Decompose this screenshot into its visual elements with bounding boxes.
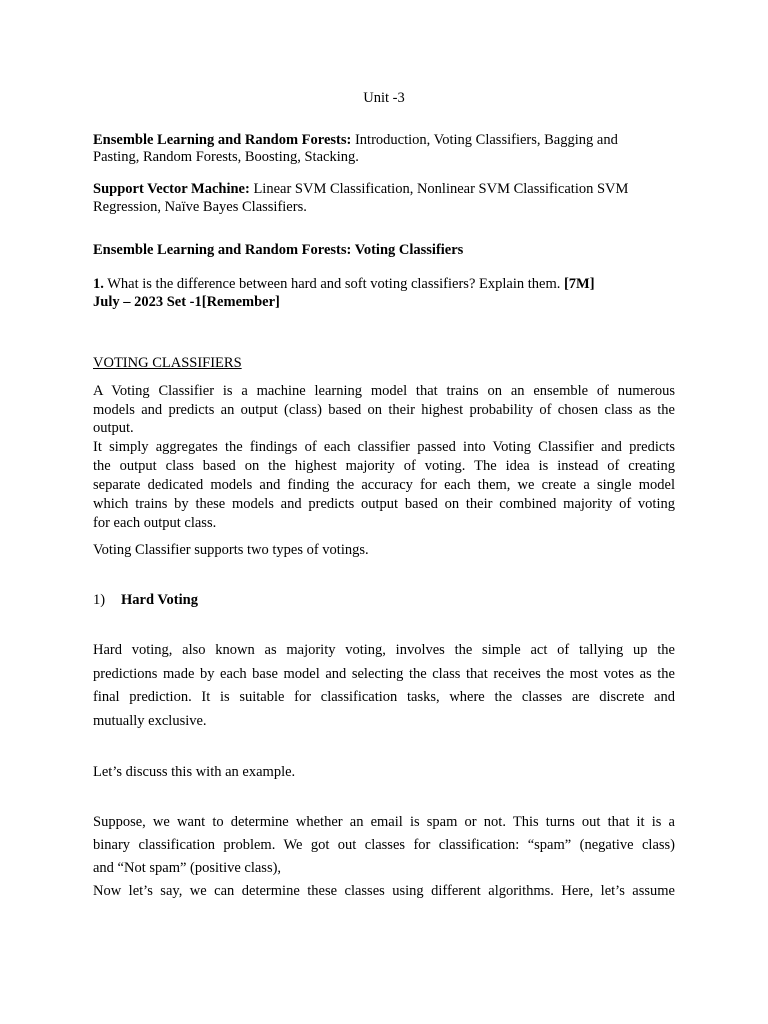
hard-voting-number: 1) bbox=[93, 592, 106, 608]
syllabus-ensemble-line-1 bbox=[93, 131, 675, 149]
syllabus-svm-line-2: Regression, Naïve Bayes Classifiers. bbox=[93, 199, 307, 215]
syllabus-ensemble-line-2: Pasting, Random Forests, Boosting, Stacking. bbox=[93, 149, 359, 165]
hard-para-line: mutually exclusive. bbox=[93, 713, 207, 729]
aggregate-para-line: which trains by these models and predicts output based on their combined majority of voting bbox=[93, 496, 675, 512]
aggregate-para-line: separate dedicated models and finding the accuracy for each them, we create a single model bbox=[93, 477, 675, 493]
hard-para-line: final prediction. It is suitable for classification tasks, where the classes are discrete and bbox=[93, 689, 675, 705]
question-number: 1. bbox=[93, 276, 104, 292]
aggregate-para-line: It simply aggregates the findings of each classifier passed into Voting Classifier and predicts bbox=[93, 439, 675, 455]
question-meta bbox=[93, 293, 675, 311]
aggregate-para-line: the output class based on the highest majority of voting. The idea is instead of creating bbox=[93, 458, 675, 474]
last-para-line: Now let’s say, we can determine these classes using different algorithms. Here, let’s assume bbox=[93, 883, 675, 899]
hard-voting-title: Hard Voting bbox=[121, 592, 198, 608]
spam-para-line: Suppose, we want to determine whether an email is spam or not. This turns out that it is a bbox=[93, 814, 675, 830]
hard-para-line: predictions made by each base model and selecting the class that receives the most votes as the bbox=[93, 666, 675, 682]
aggregate-para-line: for each output class. bbox=[93, 515, 217, 531]
question-line bbox=[93, 275, 675, 293]
voting-heading bbox=[93, 354, 675, 372]
unit-title: Unit -3 bbox=[363, 90, 405, 106]
spam-para-line: binary classification problem. We got out classes for classification: “spam” (negative class) bbox=[93, 837, 675, 853]
voting-para-line: output. bbox=[93, 420, 134, 436]
spam-para-line: and “Not spam” (positive class), bbox=[93, 860, 282, 876]
syllabus-ensemble-heading: Ensemble Learning and Random Forests: bbox=[93, 132, 352, 148]
question-meta-text: July – 2023 Set -1[Remember] bbox=[93, 294, 280, 310]
question-text: What is the difference between hard and soft voting classifiers? Explain them. bbox=[103, 276, 564, 292]
syllabus-svm-text-1: Linear SVM Classification, Nonlinear SVM Classification SVM bbox=[249, 181, 629, 197]
two-types-line: Voting Classifier supports two types of votings. bbox=[93, 542, 369, 558]
voting-heading-text: VOTING CLASSIFIERS bbox=[93, 355, 242, 371]
voting-para-line: A Voting Classifier is a machine learning model that trains on an ensemble of numerous bbox=[93, 383, 675, 399]
syllabus-ensemble-text-1: Introduction, Voting Classifiers, Bagging and bbox=[351, 132, 618, 148]
voting-para-line: models and predicts an output (class) based on their highest probability of chosen class as the bbox=[93, 402, 675, 418]
hard-voting-heading bbox=[93, 591, 675, 609]
question-marks: [7M] bbox=[563, 276, 595, 292]
syllabus-svm-heading: Support Vector Machine: bbox=[93, 181, 250, 197]
example-intro-line: Let’s discuss this with an example. bbox=[93, 764, 296, 780]
section-heading bbox=[93, 241, 675, 259]
syllabus-svm-line-1 bbox=[93, 180, 675, 198]
hard-para-line: Hard voting, also known as majority voting, involves the simple act of tallying up the bbox=[93, 642, 675, 658]
section-heading-text: Ensemble Learning and Random Forests: Voting Classifiers bbox=[93, 242, 464, 258]
